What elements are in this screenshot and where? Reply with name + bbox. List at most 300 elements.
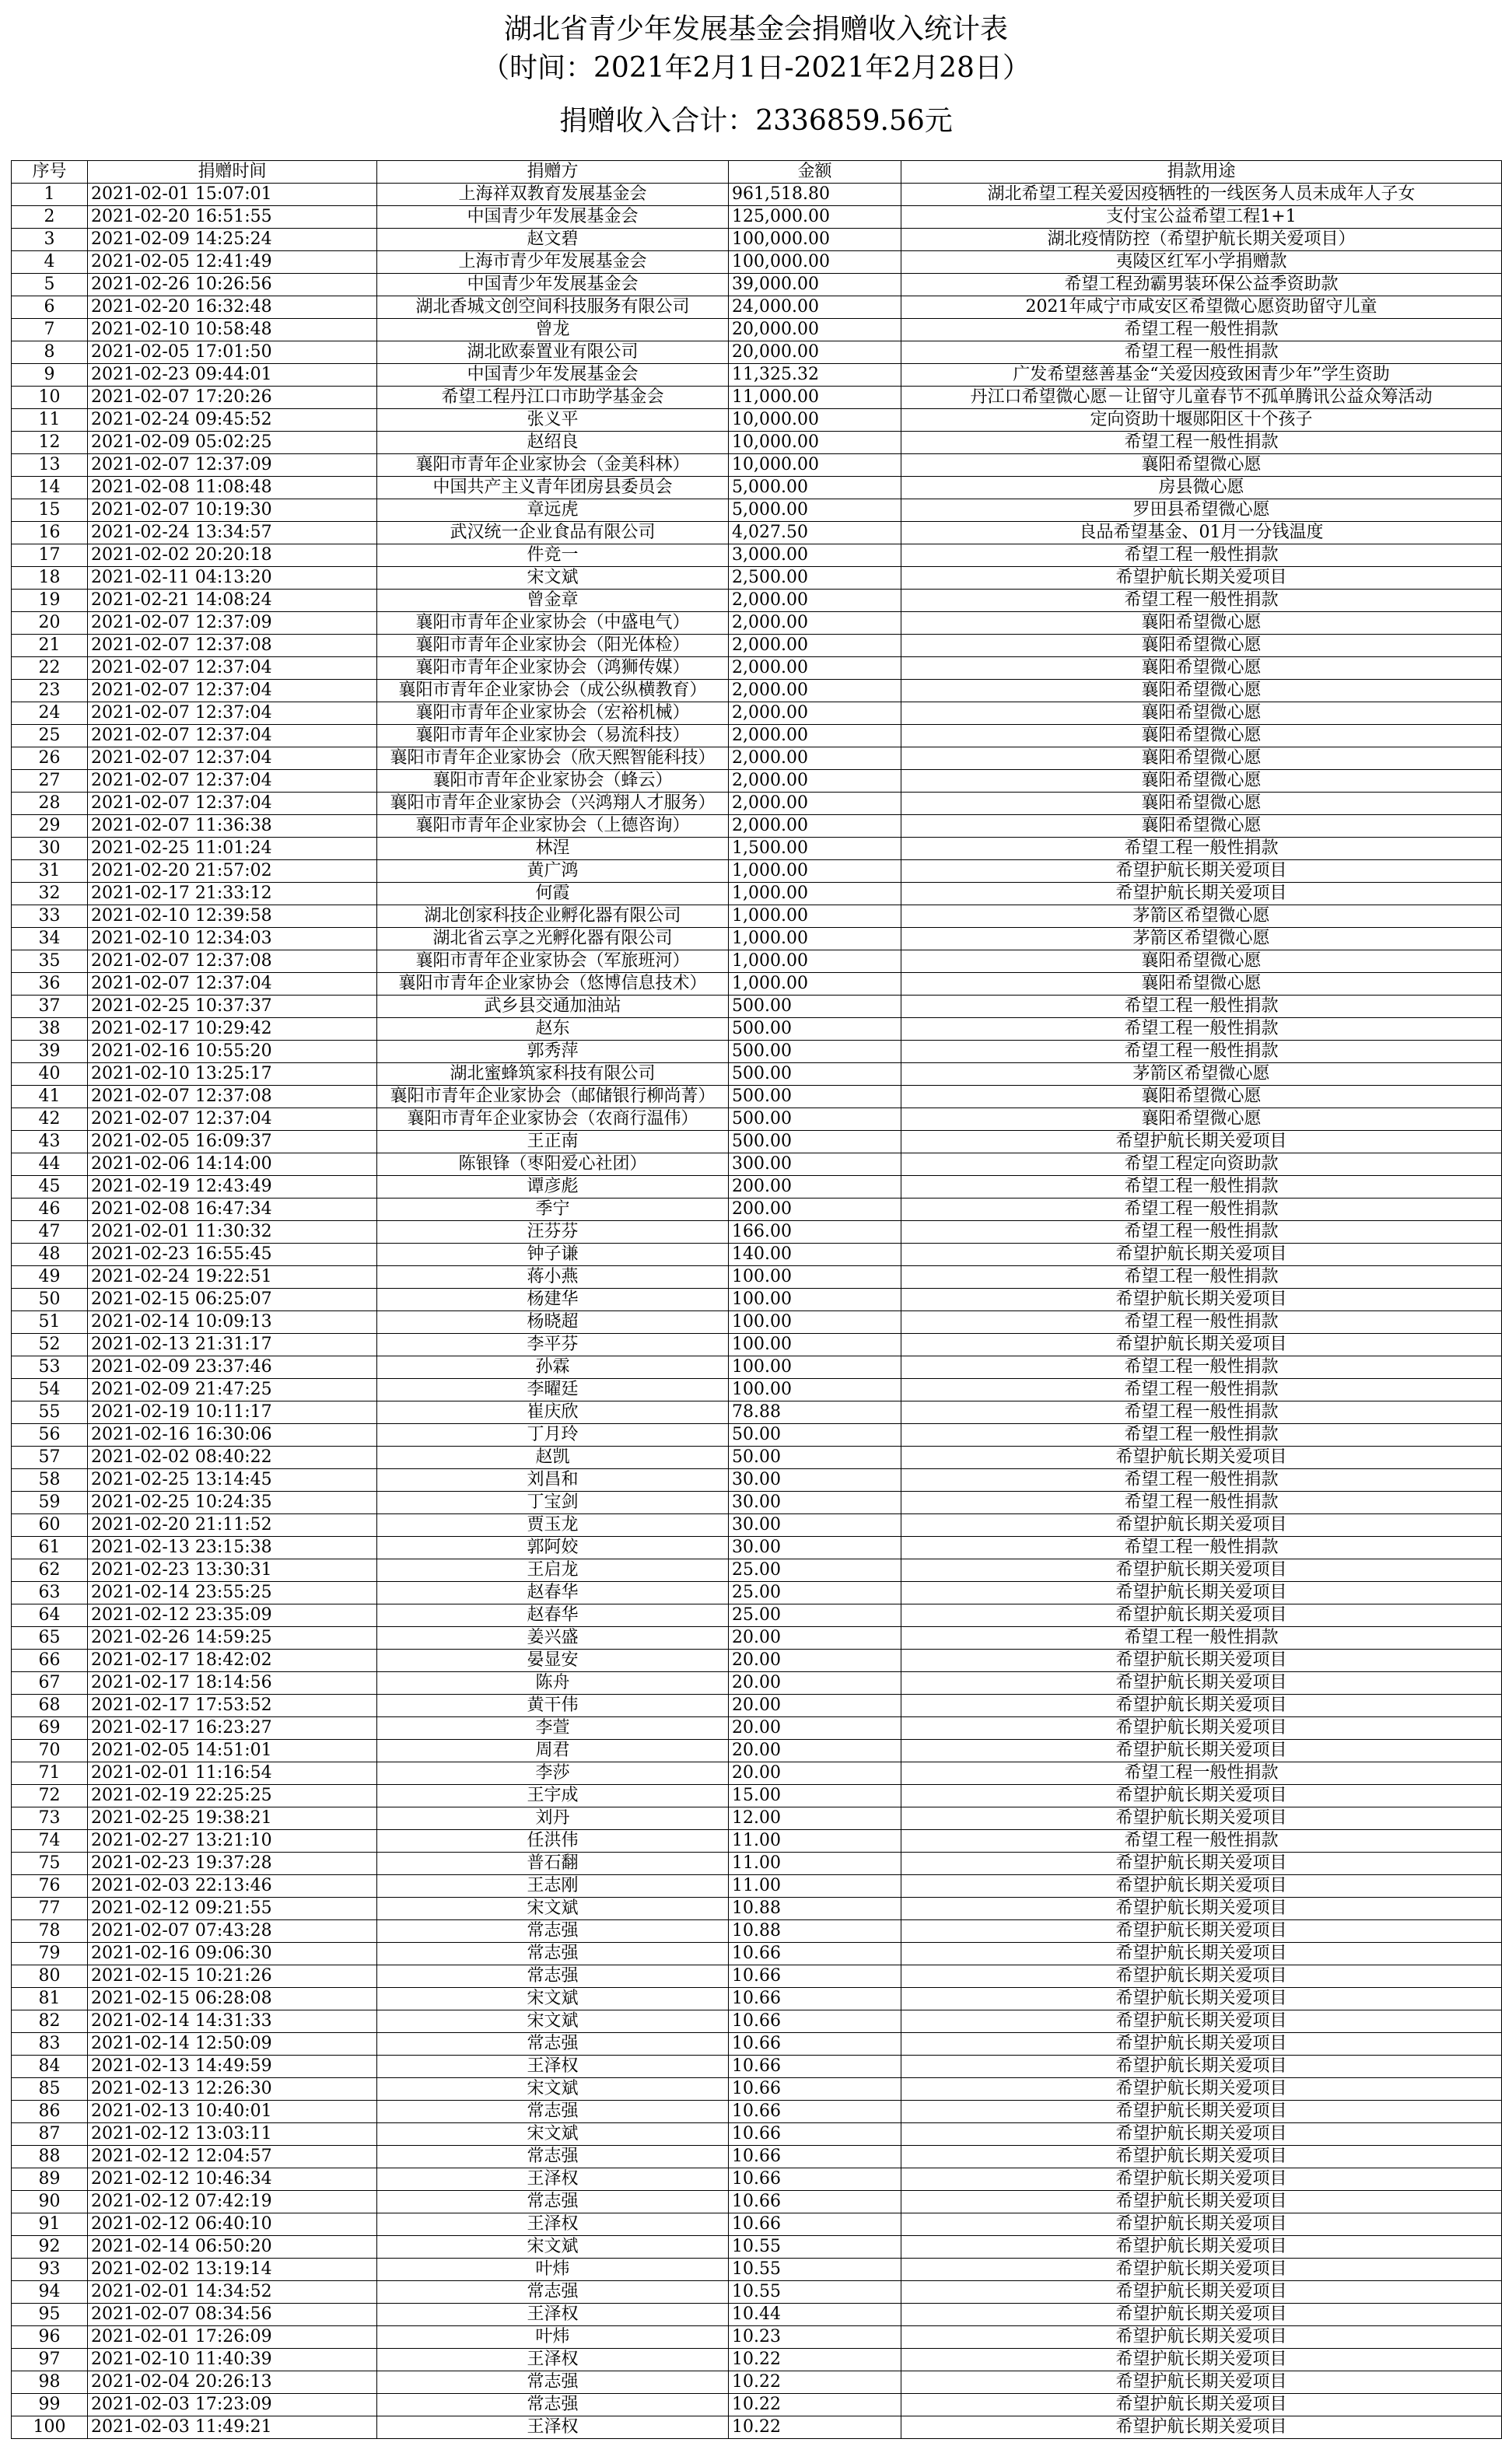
cell-donor: 常志强	[377, 2191, 729, 2213]
cell-donor: 赵凯	[377, 1447, 729, 1469]
cell-purpose: 希望护航长期关爱项目	[901, 1740, 1502, 1762]
table-row	[12, 1063, 1502, 1086]
cell-purpose: 襄阳希望微心愿	[901, 702, 1502, 725]
cell-purpose: 襄阳希望微心愿	[901, 793, 1502, 815]
cell-time: 2021-02-12 23:35:09	[88, 1604, 377, 1627]
cell-time: 2021-02-14 14:31:33	[88, 2010, 377, 2033]
cell-amount: 11.00	[729, 1853, 901, 1875]
cell-donor: 李曜廷	[377, 1379, 729, 1401]
cell-amount: 2,000.00	[729, 680, 901, 702]
cell-donor: 常志强	[377, 1965, 729, 1988]
cell-seq: 38	[12, 1018, 88, 1041]
cell-seq: 92	[12, 2236, 88, 2259]
cell-amount: 20.00	[729, 1695, 901, 1717]
cell-purpose: 希望护航长期关爱项目	[901, 1131, 1502, 1153]
cell-seq: 11	[12, 409, 88, 432]
cell-purpose: 罗田县希望微心愿	[901, 499, 1502, 522]
cell-seq: 71	[12, 1762, 88, 1785]
table-row	[12, 1830, 1502, 1853]
cell-donor: 襄阳市青年企业家协会（成公纵横教育）	[377, 680, 729, 702]
cell-donor: 襄阳市青年企业家协会（欣天熙智能科技）	[377, 747, 729, 770]
cell-seq: 9	[12, 364, 88, 387]
cell-donor: 襄阳市青年企业家协会（军旅班河）	[377, 950, 729, 973]
table-row	[12, 1266, 1502, 1289]
cell-donor: 中国青少年发展基金会	[377, 206, 729, 229]
table-row	[12, 1537, 1502, 1559]
cell-time: 2021-02-14 23:55:25	[88, 1582, 377, 1604]
cell-donor: 襄阳市青年企业家协会（兴鸿翔人才服务）	[377, 793, 729, 815]
cell-time: 2021-02-12 12:04:57	[88, 2146, 377, 2168]
table-row	[12, 274, 1502, 296]
cell-amount: 1,000.00	[729, 905, 901, 928]
cell-amount: 4,027.50	[729, 522, 901, 544]
cell-seq: 12	[12, 432, 88, 454]
cell-amount: 500.00	[729, 1131, 901, 1153]
cell-time: 2021-02-10 11:40:39	[88, 2349, 377, 2371]
cell-purpose: 希望护航长期关爱项目	[901, 2349, 1502, 2371]
table-row	[12, 1898, 1502, 1920]
cell-time: 2021-02-07 12:37:08	[88, 950, 377, 973]
cell-amount: 10.55	[729, 2281, 901, 2304]
cell-donor: 赵东	[377, 1018, 729, 1041]
cell-amount: 10,000.00	[729, 432, 901, 454]
cell-donor: 周君	[377, 1740, 729, 1762]
cell-amount: 1,000.00	[729, 860, 901, 883]
cell-amount: 11.00	[729, 1830, 901, 1853]
cell-seq: 62	[12, 1559, 88, 1582]
cell-donor: 季宁	[377, 1199, 729, 1221]
cell-donor: 襄阳市青年企业家协会（宏裕机械）	[377, 702, 729, 725]
cell-donor: 钟子谦	[377, 1244, 729, 1266]
cell-purpose: 希望护航长期关爱项目	[901, 1244, 1502, 1266]
cell-donor: 襄阳市青年企业家协会（鸿狮传媒）	[377, 657, 729, 680]
cell-time: 2021-02-12 13:03:11	[88, 2123, 377, 2146]
table-row	[12, 1965, 1502, 1988]
cell-time: 2021-02-07 12:37:04	[88, 973, 377, 996]
cell-donor: 谭彦彪	[377, 1176, 729, 1199]
cell-donor: 常志强	[377, 2033, 729, 2056]
cell-purpose: 襄阳希望微心愿	[901, 680, 1502, 702]
cell-time: 2021-02-19 12:43:49	[88, 1176, 377, 1199]
cell-seq: 34	[12, 928, 88, 950]
cell-purpose: 希望护航长期关爱项目	[901, 1898, 1502, 1920]
cell-purpose: 希望工程一般性捐款	[901, 544, 1502, 567]
cell-amount: 10.88	[729, 1920, 901, 1943]
cell-purpose: 希望护航长期关爱项目	[901, 1289, 1502, 1311]
cell-amount: 30.00	[729, 1514, 901, 1537]
cell-seq: 2	[12, 206, 88, 229]
cell-amount: 2,000.00	[729, 590, 901, 612]
table-row	[12, 229, 1502, 251]
cell-amount: 166.00	[729, 1221, 901, 1244]
table-row	[12, 905, 1502, 928]
cell-seq: 43	[12, 1131, 88, 1153]
cell-donor: 宋文斌	[377, 1898, 729, 1920]
cell-amount: 10.55	[729, 2236, 901, 2259]
table-row	[12, 1807, 1502, 1830]
table-row	[12, 590, 1502, 612]
cell-seq: 55	[12, 1401, 88, 1424]
cell-time: 2021-02-13 10:40:01	[88, 2101, 377, 2123]
table-header-row	[12, 161, 1502, 184]
table-row	[12, 2033, 1502, 2056]
table-row	[12, 522, 1502, 544]
cell-time: 2021-02-15 06:25:07	[88, 1289, 377, 1311]
table-row	[12, 567, 1502, 590]
table-row	[12, 2123, 1502, 2146]
cell-time: 2021-02-10 10:58:48	[88, 319, 377, 341]
cell-amount: 2,000.00	[729, 657, 901, 680]
table-row	[12, 1582, 1502, 1604]
cell-time: 2021-02-27 13:21:10	[88, 1830, 377, 1853]
cell-seq: 3	[12, 229, 88, 251]
cell-time: 2021-02-07 12:37:04	[88, 1108, 377, 1131]
cell-time: 2021-02-13 14:49:59	[88, 2056, 377, 2078]
table-row	[12, 1041, 1502, 1063]
cell-purpose: 希望护航长期关爱项目	[901, 2123, 1502, 2146]
cell-amount: 100,000.00	[729, 251, 901, 274]
cell-amount: 5,000.00	[729, 477, 901, 499]
cell-purpose: 希望工程一般性捐款	[901, 1199, 1502, 1221]
table-row	[12, 1717, 1502, 1740]
table-row	[12, 1920, 1502, 1943]
cell-purpose: 希望护航长期关爱项目	[901, 2394, 1502, 2416]
cell-seq: 23	[12, 680, 88, 702]
cell-amount: 10.66	[729, 2010, 901, 2033]
column-header-purpose: 捐款用途	[901, 161, 1502, 184]
cell-time: 2021-02-26 10:26:56	[88, 274, 377, 296]
cell-seq: 5	[12, 274, 88, 296]
cell-donor: 宋文斌	[377, 2078, 729, 2101]
cell-amount: 10.66	[729, 2056, 901, 2078]
cell-donor: 襄阳市青年企业家协会（邮储银行柳尚菁）	[377, 1086, 729, 1108]
cell-time: 2021-02-01 17:26:09	[88, 2326, 377, 2349]
cell-seq: 33	[12, 905, 88, 928]
cell-purpose: 襄阳希望微心愿	[901, 950, 1502, 973]
cell-seq: 13	[12, 454, 88, 477]
cell-time: 2021-02-17 10:29:42	[88, 1018, 377, 1041]
cell-amount: 2,000.00	[729, 612, 901, 635]
cell-purpose: 希望护航长期关爱项目	[901, 1695, 1502, 1717]
cell-time: 2021-02-08 16:47:34	[88, 1199, 377, 1221]
cell-time: 2021-02-11 04:13:20	[88, 567, 377, 590]
cell-purpose: 希望工程一般性捐款	[901, 1830, 1502, 1853]
table-row	[12, 432, 1502, 454]
cell-donor: 丁宝剑	[377, 1492, 729, 1514]
cell-time: 2021-02-17 18:42:02	[88, 1650, 377, 1672]
table-row	[12, 1289, 1502, 1311]
cell-time: 2021-02-17 17:53:52	[88, 1695, 377, 1717]
cell-seq: 10	[12, 387, 88, 409]
cell-seq: 96	[12, 2326, 88, 2349]
cell-seq: 97	[12, 2349, 88, 2371]
cell-seq: 50	[12, 1289, 88, 1311]
cell-purpose: 希望护航长期关爱项目	[901, 1943, 1502, 1965]
cell-time: 2021-02-25 19:38:21	[88, 1807, 377, 1830]
cell-purpose: 房县微心愿	[901, 477, 1502, 499]
table-row	[12, 2259, 1502, 2281]
cell-purpose: 希望工程一般性捐款	[901, 590, 1502, 612]
cell-amount: 1,500.00	[729, 838, 901, 860]
table-row	[12, 454, 1502, 477]
cell-seq: 87	[12, 2123, 88, 2146]
column-header-donor: 捐赠方	[377, 161, 729, 184]
cell-seq: 31	[12, 860, 88, 883]
cell-purpose: 希望工程一般性捐款	[901, 996, 1502, 1018]
cell-time: 2021-02-05 14:51:01	[88, 1740, 377, 1762]
cell-donor: 林涅	[377, 838, 729, 860]
table-row	[12, 184, 1502, 206]
cell-time: 2021-02-07 12:37:04	[88, 680, 377, 702]
cell-time: 2021-02-02 13:19:14	[88, 2259, 377, 2281]
cell-donor: 襄阳市青年企业家协会（蜂云）	[377, 770, 729, 793]
cell-donor: 武乡县交通加油站	[377, 996, 729, 1018]
cell-seq: 7	[12, 319, 88, 341]
cell-purpose: 希望工程一般性捐款	[901, 1041, 1502, 1063]
cell-purpose: 希望护航长期关爱项目	[901, 1875, 1502, 1898]
cell-donor: 中国青少年发展基金会	[377, 274, 729, 296]
cell-seq: 30	[12, 838, 88, 860]
cell-purpose: 希望护航长期关爱项目	[901, 1672, 1502, 1695]
cell-time: 2021-02-01 14:34:52	[88, 2281, 377, 2304]
table-row	[12, 1695, 1502, 1717]
cell-donor: 湖北省云享之光孵化器有限公司	[377, 928, 729, 950]
cell-time: 2021-02-13 23:15:38	[88, 1537, 377, 1559]
table-row	[12, 319, 1502, 341]
cell-time: 2021-02-05 12:41:49	[88, 251, 377, 274]
cell-amount: 20.00	[729, 1672, 901, 1695]
cell-time: 2021-02-08 11:08:48	[88, 477, 377, 499]
cell-donor: 章远虎	[377, 499, 729, 522]
cell-purpose: 希望工程一般性捐款	[901, 1311, 1502, 1334]
table-row	[12, 2010, 1502, 2033]
cell-purpose: 茅箭区希望微心愿	[901, 928, 1502, 950]
cell-time: 2021-02-16 09:06:30	[88, 1943, 377, 1965]
cell-amount: 1,000.00	[729, 928, 901, 950]
cell-purpose: 襄阳希望微心愿	[901, 770, 1502, 793]
table-row	[12, 996, 1502, 1018]
cell-time: 2021-02-07 12:37:09	[88, 612, 377, 635]
cell-amount: 20.00	[729, 1762, 901, 1785]
cell-donor: 王泽权	[377, 2056, 729, 2078]
cell-amount: 2,000.00	[729, 635, 901, 657]
cell-seq: 6	[12, 296, 88, 319]
cell-time: 2021-02-17 16:23:27	[88, 1717, 377, 1740]
cell-amount: 24,000.00	[729, 296, 901, 319]
table-row	[12, 657, 1502, 680]
cell-seq: 85	[12, 2078, 88, 2101]
cell-amount: 50.00	[729, 1447, 901, 1469]
cell-donor: 襄阳市青年企业家协会（悠博信息技术）	[377, 973, 729, 996]
cell-time: 2021-02-07 12:37:04	[88, 793, 377, 815]
table-row	[12, 1244, 1502, 1266]
table-row	[12, 296, 1502, 319]
cell-purpose: 希望护航长期关爱项目	[901, 2191, 1502, 2213]
table-row	[12, 1153, 1502, 1176]
cell-amount: 100.00	[729, 1311, 901, 1334]
cell-time: 2021-02-16 10:55:20	[88, 1041, 377, 1063]
table-row	[12, 1176, 1502, 1199]
cell-donor: 襄阳市青年企业家协会（农商行温伟）	[377, 1108, 729, 1131]
cell-purpose: 希望护航长期关爱项目	[901, 2213, 1502, 2236]
cell-donor: 李平芬	[377, 1334, 729, 1356]
cell-seq: 91	[12, 2213, 88, 2236]
table-row	[12, 1514, 1502, 1537]
table-row	[12, 2349, 1502, 2371]
table-row	[12, 1469, 1502, 1492]
cell-time: 2021-02-12 07:42:19	[88, 2191, 377, 2213]
cell-donor: 王宇成	[377, 1785, 729, 1807]
cell-amount: 25.00	[729, 1559, 901, 1582]
cell-purpose: 湖北疫情防控（希望护航长期关爱项目）	[901, 229, 1502, 251]
cell-time: 2021-02-20 16:51:55	[88, 206, 377, 229]
cell-donor: 王泽权	[377, 2304, 729, 2326]
cell-donor: 叶炜	[377, 2259, 729, 2281]
cell-seq: 20	[12, 612, 88, 635]
cell-time: 2021-02-09 21:47:25	[88, 1379, 377, 1401]
cell-time: 2021-02-24 09:45:52	[88, 409, 377, 432]
cell-purpose: 希望护航长期关爱项目	[901, 1514, 1502, 1537]
cell-seq: 98	[12, 2371, 88, 2394]
cell-donor: 襄阳市青年企业家协会（易流科技）	[377, 725, 729, 747]
table-row	[12, 1424, 1502, 1447]
cell-donor: 曾金章	[377, 590, 729, 612]
table-row	[12, 544, 1502, 567]
cell-purpose: 希望护航长期关爱项目	[901, 567, 1502, 590]
table-row	[12, 1131, 1502, 1153]
cell-donor: 赵绍良	[377, 432, 729, 454]
cell-time: 2021-02-26 14:59:25	[88, 1627, 377, 1650]
cell-time: 2021-02-23 19:37:28	[88, 1853, 377, 1875]
cell-seq: 100	[12, 2416, 88, 2439]
cell-donor: 孙霖	[377, 1356, 729, 1379]
cell-donor: 宋文斌	[377, 567, 729, 590]
table-row	[12, 747, 1502, 770]
cell-amount: 10.66	[729, 1988, 901, 2010]
cell-time: 2021-02-07 12:37:08	[88, 1086, 377, 1108]
table-row	[12, 2056, 1502, 2078]
cell-time: 2021-02-07 10:19:30	[88, 499, 377, 522]
cell-seq: 25	[12, 725, 88, 747]
cell-purpose: 希望护航长期关爱项目	[901, 1559, 1502, 1582]
cell-time: 2021-02-19 22:25:25	[88, 1785, 377, 1807]
cell-purpose: 希望工程一般性捐款	[901, 1627, 1502, 1650]
table-row	[12, 680, 1502, 702]
cell-donor: 上海市青少年发展基金会	[377, 251, 729, 274]
cell-seq: 95	[12, 2304, 88, 2326]
cell-time: 2021-02-07 12:37:04	[88, 657, 377, 680]
cell-purpose: 希望护航长期关爱项目	[901, 2326, 1502, 2349]
table-row	[12, 928, 1502, 950]
cell-time: 2021-02-07 11:36:38	[88, 815, 377, 838]
cell-time: 2021-02-02 08:40:22	[88, 1447, 377, 1469]
cell-purpose: 希望护航长期关爱项目	[901, 1650, 1502, 1672]
cell-seq: 99	[12, 2394, 88, 2416]
cell-time: 2021-02-09 14:25:24	[88, 229, 377, 251]
cell-time: 2021-02-14 06:50:20	[88, 2236, 377, 2259]
cell-amount: 100.00	[729, 1334, 901, 1356]
table-row	[12, 950, 1502, 973]
cell-purpose: 希望护航长期关爱项目	[901, 1717, 1502, 1740]
table-row	[12, 1762, 1502, 1785]
cell-purpose: 希望护航长期关爱项目	[901, 2078, 1502, 2101]
cell-purpose: 希望护航长期关爱项目	[901, 2259, 1502, 2281]
cell-donor: 常志强	[377, 1920, 729, 1943]
cell-time: 2021-02-13 21:31:17	[88, 1334, 377, 1356]
table-row	[12, 2191, 1502, 2213]
cell-amount: 30.00	[729, 1492, 901, 1514]
table-row	[12, 1199, 1502, 1221]
cell-donor: 王志刚	[377, 1875, 729, 1898]
table-row	[12, 1853, 1502, 1875]
cell-purpose: 襄阳希望微心愿	[901, 725, 1502, 747]
cell-purpose: 希望护航长期关爱项目	[901, 2101, 1502, 2123]
cell-amount: 200.00	[729, 1199, 901, 1221]
cell-purpose: 希望工程一般性捐款	[901, 838, 1502, 860]
cell-donor: 王泽权	[377, 2213, 729, 2236]
cell-seq: 60	[12, 1514, 88, 1537]
cell-time: 2021-02-07 08:34:56	[88, 2304, 377, 2326]
cell-seq: 58	[12, 1469, 88, 1492]
cell-seq: 48	[12, 1244, 88, 1266]
table-row	[12, 2416, 1502, 2439]
cell-donor: 常志强	[377, 2281, 729, 2304]
cell-seq: 67	[12, 1672, 88, 1695]
cell-time: 2021-02-25 10:24:35	[88, 1492, 377, 1514]
cell-seq: 26	[12, 747, 88, 770]
cell-amount: 20.00	[729, 1627, 901, 1650]
cell-time: 2021-02-01 11:30:32	[88, 1221, 377, 1244]
cell-purpose: 襄阳希望微心愿	[901, 973, 1502, 996]
cell-donor: 王泽权	[377, 2416, 729, 2439]
cell-amount: 25.00	[729, 1582, 901, 1604]
cell-purpose: 希望护航长期关爱项目	[901, 1807, 1502, 1830]
cell-donor: 襄阳市青年企业家协会（上德咨询）	[377, 815, 729, 838]
cell-time: 2021-02-01 11:16:54	[88, 1762, 377, 1785]
cell-donor: 黄广鸿	[377, 860, 729, 883]
table-row	[12, 387, 1502, 409]
cell-purpose: 希望工程一般性捐款	[901, 1356, 1502, 1379]
cell-time: 2021-02-25 13:14:45	[88, 1469, 377, 1492]
cell-donor: 崔庆欣	[377, 1401, 729, 1424]
cell-seq: 94	[12, 2281, 88, 2304]
cell-seq: 82	[12, 2010, 88, 2033]
cell-seq: 40	[12, 1063, 88, 1086]
cell-amount: 11,325.32	[729, 364, 901, 387]
cell-amount: 10.66	[729, 2191, 901, 2213]
cell-amount: 30.00	[729, 1537, 901, 1559]
cell-purpose: 希望护航长期关爱项目	[901, 2056, 1502, 2078]
cell-purpose: 希望护航长期关爱项目	[901, 1988, 1502, 2010]
cell-seq: 49	[12, 1266, 88, 1289]
cell-purpose: 丹江口希望微心愿－让留守儿童春节不孤单腾讯公益众筹活动	[901, 387, 1502, 409]
cell-amount: 11,000.00	[729, 387, 901, 409]
cell-seq: 46	[12, 1199, 88, 1221]
cell-purpose: 夷陵区红军小学捐赠款	[901, 251, 1502, 274]
cell-amount: 10.66	[729, 2078, 901, 2101]
cell-donor: 件竞一	[377, 544, 729, 567]
cell-seq: 80	[12, 1965, 88, 1988]
table-row	[12, 815, 1502, 838]
cell-amount: 20,000.00	[729, 319, 901, 341]
cell-time: 2021-02-23 16:55:45	[88, 1244, 377, 1266]
cell-seq: 84	[12, 2056, 88, 2078]
cell-time: 2021-02-15 10:21:26	[88, 1965, 377, 1988]
cell-seq: 53	[12, 1356, 88, 1379]
cell-seq: 79	[12, 1943, 88, 1965]
cell-time: 2021-02-17 21:33:12	[88, 883, 377, 905]
cell-donor: 王泽权	[377, 2349, 729, 2371]
